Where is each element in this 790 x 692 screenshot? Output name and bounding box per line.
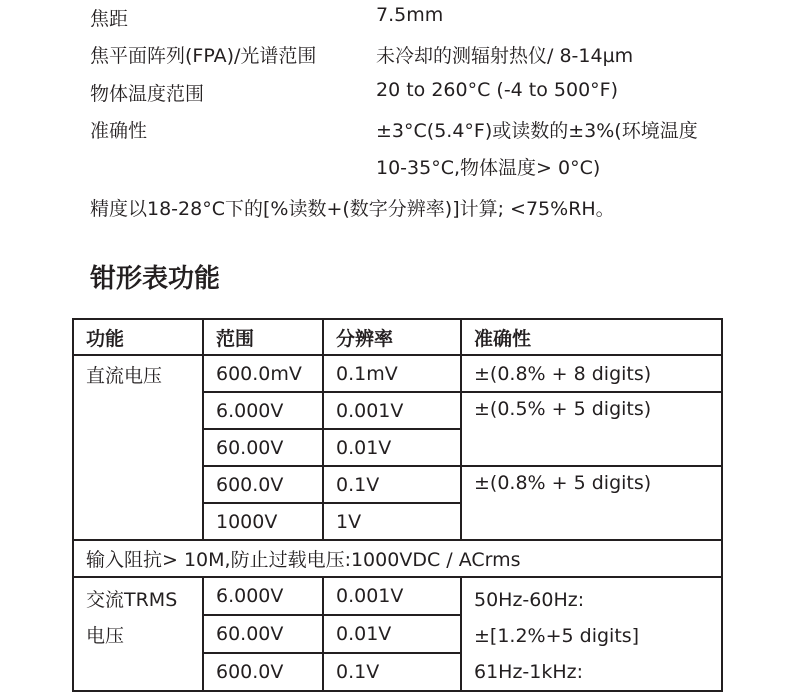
spec-row-focal-length — [0, 0, 790, 36]
spec-value: ±3°C(5.4°F)或读数的±3%(环境温度 — [376, 120, 698, 142]
header-range: 范围 — [203, 319, 323, 355]
table-header-row — [73, 319, 722, 355]
range-cell: 60.00V — [203, 615, 323, 653]
accuracy-cell: ±(0.5% + 5 digits) — [461, 392, 722, 466]
resolution-cell: 0.001V — [323, 577, 461, 615]
range-cell: 600.0V — [203, 653, 323, 691]
spec-value-continued: 10-35°C,物体温度> 0°C) — [376, 157, 601, 179]
header-resolution: 分辨率 — [323, 319, 461, 355]
accuracy-line: 50Hz-60Hz: — [474, 589, 585, 611]
header-accuracy: 准确性 — [461, 319, 722, 355]
range-cell: 1000V — [203, 503, 323, 540]
table-row-note — [73, 540, 722, 577]
spec-label: 准确性 — [90, 120, 148, 142]
spec-label: 焦距 — [90, 8, 129, 30]
accuracy-line: ±[1.2%+5 digits] — [474, 625, 640, 647]
resolution-cell: 0.1V — [323, 466, 461, 503]
header-function: 功能 — [73, 319, 203, 355]
input-impedance-note: 输入阻抗> 10M,防止过载电压:1000VDC / ACrms — [73, 540, 722, 577]
spec-value: 7.5mm — [376, 4, 444, 26]
function-ac-line2: 电压 — [86, 625, 125, 647]
resolution-cell: 0.1V — [323, 653, 461, 691]
function-ac-line1: 交流TRMS — [86, 589, 178, 611]
spec-value: 未冷却的测辐射热仪/ 8-14µm — [376, 45, 634, 67]
resolution-cell: 0.1mV — [323, 355, 461, 392]
spec-label: 焦平面阵列(FPA)/光谱范围 — [90, 45, 317, 67]
precision-note: 精度以18-28°C下的[%读数+(数字分辨率)]计算; <75%RH。 — [90, 198, 615, 220]
clamp-meter-spec-table — [72, 318, 723, 692]
range-cell: 60.00V — [203, 429, 323, 466]
accuracy-cell: ±(0.8% + 5 digits) — [461, 466, 722, 540]
function-ac-voltage — [73, 577, 203, 691]
resolution-cell: 1V — [323, 503, 461, 540]
range-cell: 600.0mV — [203, 355, 323, 392]
spec-row-temp-range — [0, 75, 790, 111]
spec-row-accuracy-cont — [0, 149, 790, 185]
accuracy-ac-cell — [461, 577, 722, 691]
spec-label: 物体温度范围 — [90, 83, 205, 105]
section-title: 钳形表功能 — [90, 264, 221, 294]
accuracy-cell: ±(0.8% + 8 digits) — [461, 355, 722, 392]
spec-row-fpa — [0, 37, 790, 73]
range-cell: 6.000V — [203, 392, 323, 429]
accuracy-line: 61Hz-1kHz: — [474, 661, 584, 683]
table-row — [73, 577, 722, 615]
resolution-cell: 0.001V — [323, 392, 461, 429]
spec-row-accuracy — [0, 112, 790, 148]
resolution-cell: 0.01V — [323, 615, 461, 653]
resolution-cell: 0.01V — [323, 429, 461, 466]
spec-value: 20 to 260°C (-4 to 500°F) — [376, 79, 619, 101]
range-cell: 6.000V — [203, 577, 323, 615]
table-row — [73, 355, 722, 392]
range-cell: 600.0V — [203, 466, 323, 503]
function-dc-voltage: 直流电压 — [73, 355, 203, 540]
